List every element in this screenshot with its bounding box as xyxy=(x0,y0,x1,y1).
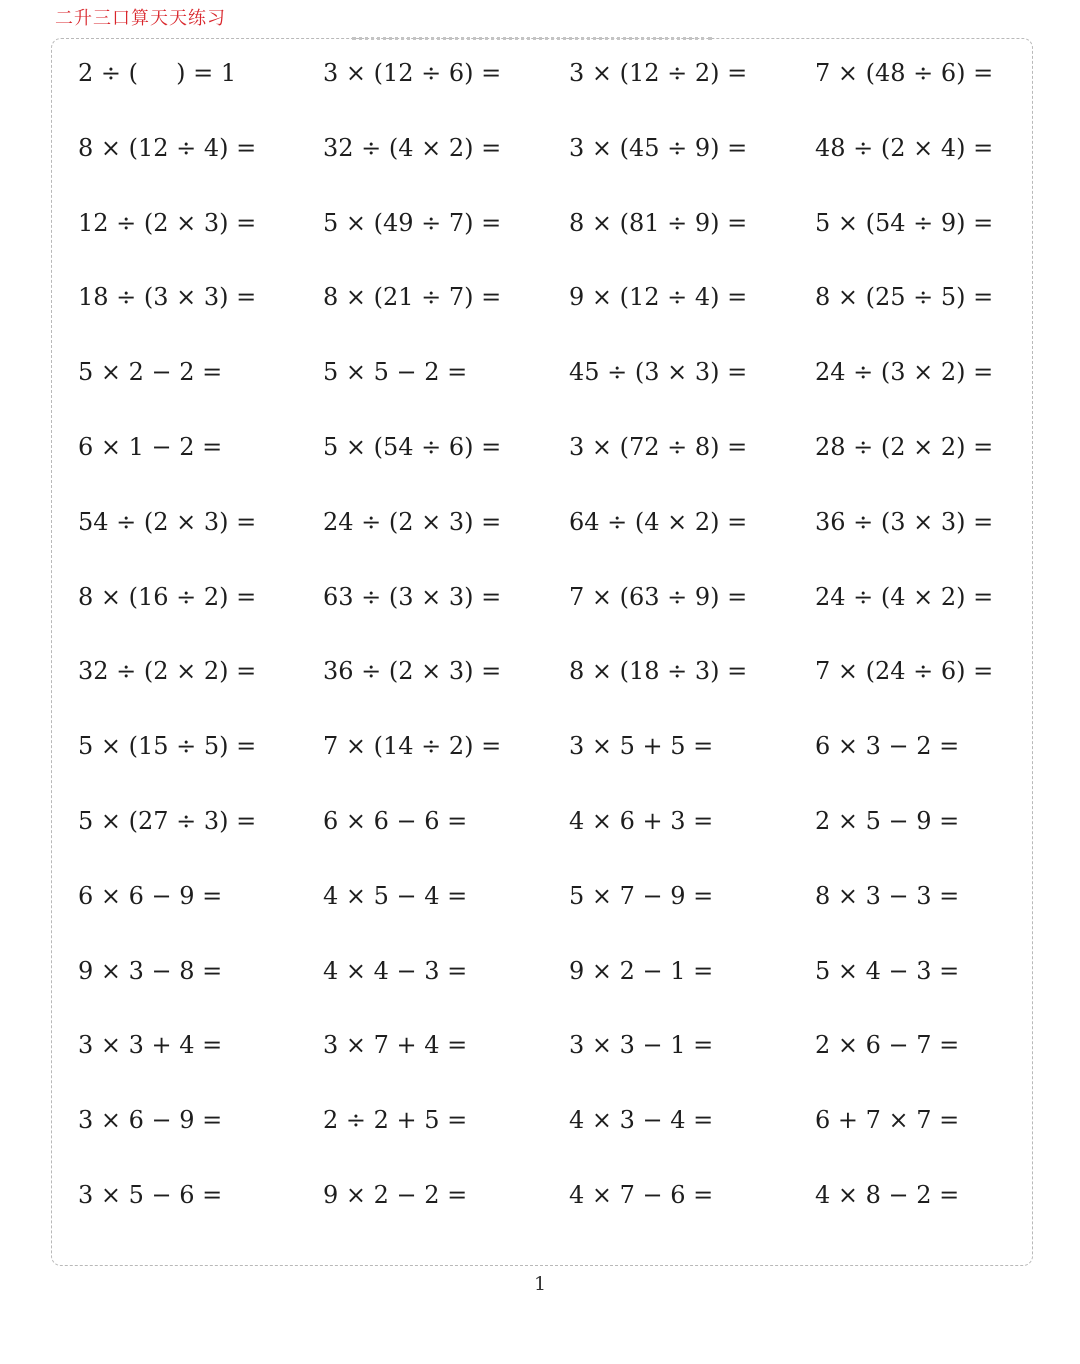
math-problem: 4 × 4 − 3 = xyxy=(323,956,468,985)
math-problem: 4 × 3 − 4 = xyxy=(569,1106,714,1135)
math-problem: 24 ÷ (3 × 2) = xyxy=(815,358,994,387)
math-problem: 9 × 3 − 8 = xyxy=(78,956,223,985)
problem-grid xyxy=(78,36,1058,1233)
math-problem: 5 × (54 ÷ 9) = xyxy=(815,208,994,237)
math-problem: 5 × (27 ÷ 3) = xyxy=(78,806,257,835)
math-problem: 7 × (63 ÷ 9) = xyxy=(569,582,748,611)
math-problem: 7 × (24 ÷ 6) = xyxy=(815,657,994,686)
math-problem: 48 ÷ (2 × 4) = xyxy=(815,133,994,162)
math-problem: 24 ÷ (4 × 2) = xyxy=(815,582,994,611)
math-problem: 7 × (48 ÷ 6) = xyxy=(815,59,994,87)
math-problem: 7 × (14 ÷ 2) = xyxy=(323,732,502,761)
math-problem: 24 ÷ (2 × 3) = xyxy=(323,507,502,536)
math-problem: 5 × 2 − 2 = xyxy=(78,358,223,387)
math-problem: 8 × 3 − 3 = xyxy=(815,881,960,910)
math-problem: 6 × 1 − 2 = xyxy=(78,432,223,461)
worksheet-title: 二升三口算天天练习 xyxy=(55,8,226,29)
math-problem: 2 ÷ 2 + 5 = xyxy=(323,1106,468,1135)
math-problem: 3 × (12 ÷ 2) = xyxy=(569,59,748,87)
math-problem: 5 × (15 ÷ 5) = xyxy=(78,732,257,761)
math-problem: 5 × (54 ÷ 6) = xyxy=(323,432,502,461)
math-problem: 3 × 7 + 4 = xyxy=(323,1031,468,1060)
math-problem: 5 × 7 − 9 = xyxy=(569,881,714,910)
math-problem: 64 ÷ (4 × 2) = xyxy=(569,507,748,536)
math-problem: 3 × (45 ÷ 9) = xyxy=(569,133,748,162)
math-problem: 6 × 6 − 9 = xyxy=(78,881,223,910)
math-problem: 28 ÷ (2 × 2) = xyxy=(815,432,994,461)
math-problem: 3 × 3 − 1 = xyxy=(569,1031,714,1060)
math-problem: 9 × (12 ÷ 4) = xyxy=(569,283,748,312)
math-problem: 6 + 7 × 7 = xyxy=(815,1106,960,1135)
math-problem: 8 × (21 ÷ 7) = xyxy=(323,283,502,312)
math-problem: 5 × 5 − 2 = xyxy=(323,358,468,387)
math-problem: 6 × 6 − 6 = xyxy=(323,806,468,835)
math-problem: 45 ÷ (3 × 3) = xyxy=(569,358,748,387)
math-problem: 2 × 6 − 7 = xyxy=(815,1031,960,1060)
math-problem: 8 × (25 ÷ 5) = xyxy=(815,283,994,312)
math-problem: 18 ÷ (3 × 3) = xyxy=(78,283,257,312)
math-problem: 3 × (12 ÷ 6) = xyxy=(323,59,502,87)
math-problem: 3 × (72 ÷ 8) = xyxy=(569,432,748,461)
math-problem: 2 × 5 − 9 = xyxy=(815,806,960,835)
math-problem: 36 ÷ (2 × 3) = xyxy=(323,657,502,686)
math-problem: 8 × (18 ÷ 3) = xyxy=(569,657,748,686)
math-problem: 3 × 5 + 5 = xyxy=(569,732,714,761)
math-problem: 36 ÷ (3 × 3) = xyxy=(815,507,994,536)
math-problem: 4 × 8 − 2 = xyxy=(815,1180,960,1209)
math-problem: 54 ÷ (2 × 3) = xyxy=(78,507,257,536)
math-problem: 2 ÷ ( ) = 1 xyxy=(78,59,237,87)
math-problem: 4 × 6 + 3 = xyxy=(569,806,714,835)
math-problem: 32 ÷ (2 × 2) = xyxy=(78,657,257,686)
math-problem: 63 ÷ (3 × 3) = xyxy=(323,582,502,611)
math-problem: 9 × 2 − 2 = xyxy=(323,1180,468,1209)
math-problem: 3 × 5 − 6 = xyxy=(78,1180,223,1209)
math-problem: 3 × 6 − 9 = xyxy=(78,1106,223,1135)
math-problem: 5 × 4 − 3 = xyxy=(815,956,960,985)
page-number: 1 xyxy=(533,1273,547,1295)
math-problem: 8 × (16 ÷ 2) = xyxy=(78,582,257,611)
math-problem: 9 × 2 − 1 = xyxy=(569,956,714,985)
math-problem: 12 ÷ (2 × 3) = xyxy=(78,208,257,237)
math-problem: 4 × 5 − 4 = xyxy=(323,881,468,910)
math-problem: 5 × (49 ÷ 7) = xyxy=(323,208,502,237)
math-problem: 6 × 3 − 2 = xyxy=(815,732,960,761)
math-problem: 4 × 7 − 6 = xyxy=(569,1180,714,1209)
math-problem: 8 × (12 ÷ 4) = xyxy=(78,133,257,162)
math-problem: 3 × 3 + 4 = xyxy=(78,1031,223,1060)
math-problem: 8 × (81 ÷ 9) = xyxy=(569,208,748,237)
math-problem: 32 ÷ (4 × 2) = xyxy=(323,133,502,162)
